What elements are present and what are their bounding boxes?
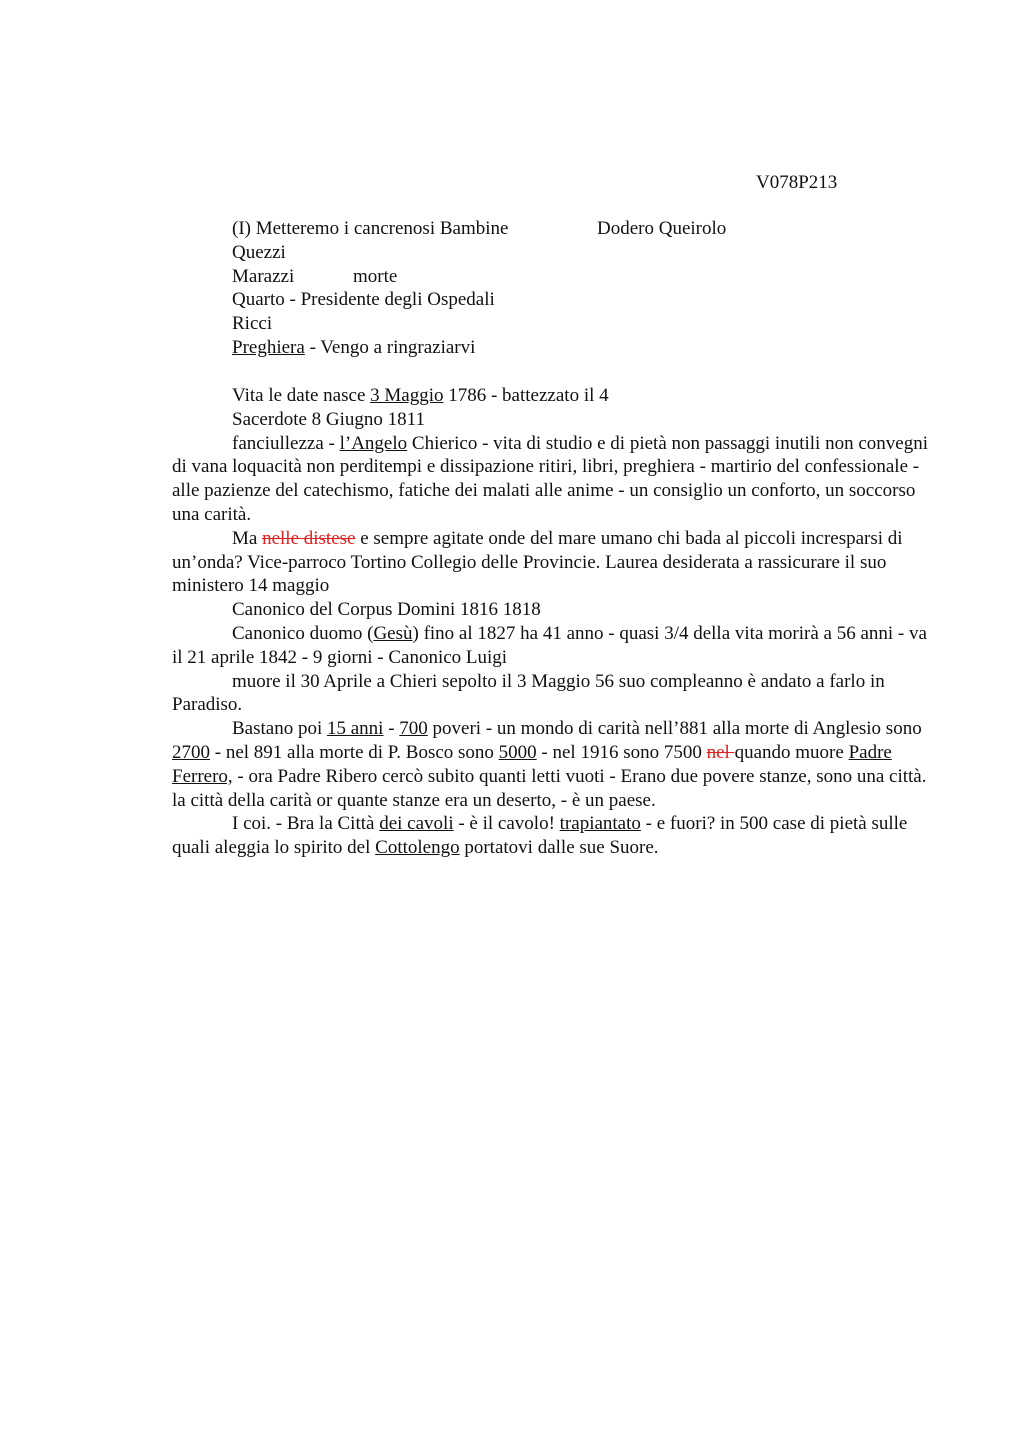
underlined-number: 2700 <box>172 741 210 763</box>
text-run: Canonico duomo ( <box>232 622 374 644</box>
paragraph-bra <box>172 812 932 860</box>
paragraph-canon-corpus: Canonico del Corpus Domini 1816 1818 <box>232 599 541 621</box>
text-run: 1786 - battezzato il 4 <box>443 385 609 406</box>
underlined-name: Padre Ferrero, <box>172 741 892 787</box>
page-reference: V078P213 <box>756 172 838 193</box>
text-run: ) fino al 1827 ha 41 anno - quasi 3/4 della vita morirà a 56 anni - va il 21 aprile 1842 - 9 giorni - Canonico Luigi <box>172 622 927 668</box>
paragraph-charity <box>172 717 932 812</box>
underlined-word: Gesù <box>373 622 413 644</box>
text-run: - ora Padre Ribero cercò subito quanti letti vuoti - Erano due povere stanze, sono una città. la città della carità or quante stanze era un deserto, - è un paese. <box>172 765 927 811</box>
underlined-name: Cottolengo <box>375 837 460 859</box>
notes-line1-right: Dodero Queirolo <box>597 218 727 239</box>
notes-line1-left: (I) Metteremo i cancrenosi Bambine <box>232 218 509 239</box>
text-run: Bastano poi <box>232 718 327 740</box>
text-run: fanciullezza - <box>232 432 340 454</box>
text-run: Vita le date nasce <box>232 385 371 406</box>
text-run: - e fuori? in 500 case di pietà sulle quali aleggia lo spirito del <box>172 813 908 859</box>
paragraph-childhood <box>172 432 932 527</box>
notes-line <box>172 217 932 241</box>
paragraph-ordination: Sacerdote 8 Giugno 1811 <box>232 408 425 430</box>
text-run: e sempre agitate onde del mare umano chi bada al piccoli incresparsi di un’onda? Vice-parroco Tortino Collegio delle Provincie. Laurea desiderata a rassicurare il suo ministero 14 maggio <box>172 527 903 597</box>
notes-line4: Quarto - Presidente degli Ospedali <box>232 289 495 311</box>
notes-block <box>172 217 932 360</box>
text-run: Chierico - vita di studio e di pietà non passaggi inutili non convegni di vana loquacità non perditempi e dissipazione ritiri, libri, preghiera - martirio del confessionale - alle pazienze del catechismo, fatiche dei malati alle anime - un consiglio un conforto, un soccorso una carità. <box>172 432 928 525</box>
text-run: quando muore <box>734 741 849 763</box>
notes-line <box>172 265 932 289</box>
paragraph-death: muore il 30 Aprile a Chieri sepolto il 3 Maggio 56 suo compleanno è andato a farlo in Paradiso. <box>172 670 885 716</box>
text-run: I coi. - Bra la Città <box>232 813 380 835</box>
underlined-number: 15 anni <box>327 718 384 740</box>
underlined-word: dei cavoli <box>379 813 454 835</box>
paragraph-sea <box>172 527 932 598</box>
notes-line3-left: Marazzi <box>232 265 295 287</box>
underlined-word: l’Angelo <box>339 432 408 454</box>
text-run: - è il cavolo! <box>453 813 560 835</box>
text-run: portatovi dalle sue Suore. <box>459 837 659 859</box>
text-run: poveri - un mondo di carità nell’881 alla morte di Anglesio sono <box>427 718 922 740</box>
underlined-word: Preghiera <box>232 336 305 358</box>
text-run: - <box>383 718 400 740</box>
underlined-date: 3 Maggio <box>370 385 444 406</box>
notes-line5: Ricci <box>232 313 273 335</box>
notes-line2: Quezzi <box>232 241 286 263</box>
underlined-number: 700 <box>399 718 428 740</box>
notes-line <box>172 336 932 360</box>
deleted-text: nel <box>706 741 735 763</box>
notes-line6-rest: - Vengo a ringraziarvi <box>304 336 476 358</box>
text-run: - nel 1916 sono 7500 <box>536 741 707 763</box>
notes-line3-right: morte <box>353 265 398 287</box>
paragraph-birth <box>172 384 932 408</box>
underlined-number: 5000 <box>498 741 537 763</box>
text-run: - nel 891 alla morte di P. Bosco sono <box>210 741 499 763</box>
paragraph-canon-duomo <box>172 622 932 670</box>
body-text <box>172 384 932 860</box>
text-run: Ma <box>232 527 263 549</box>
deleted-text: nelle distese <box>262 527 356 549</box>
underlined-word: trapiantato <box>559 813 641 835</box>
